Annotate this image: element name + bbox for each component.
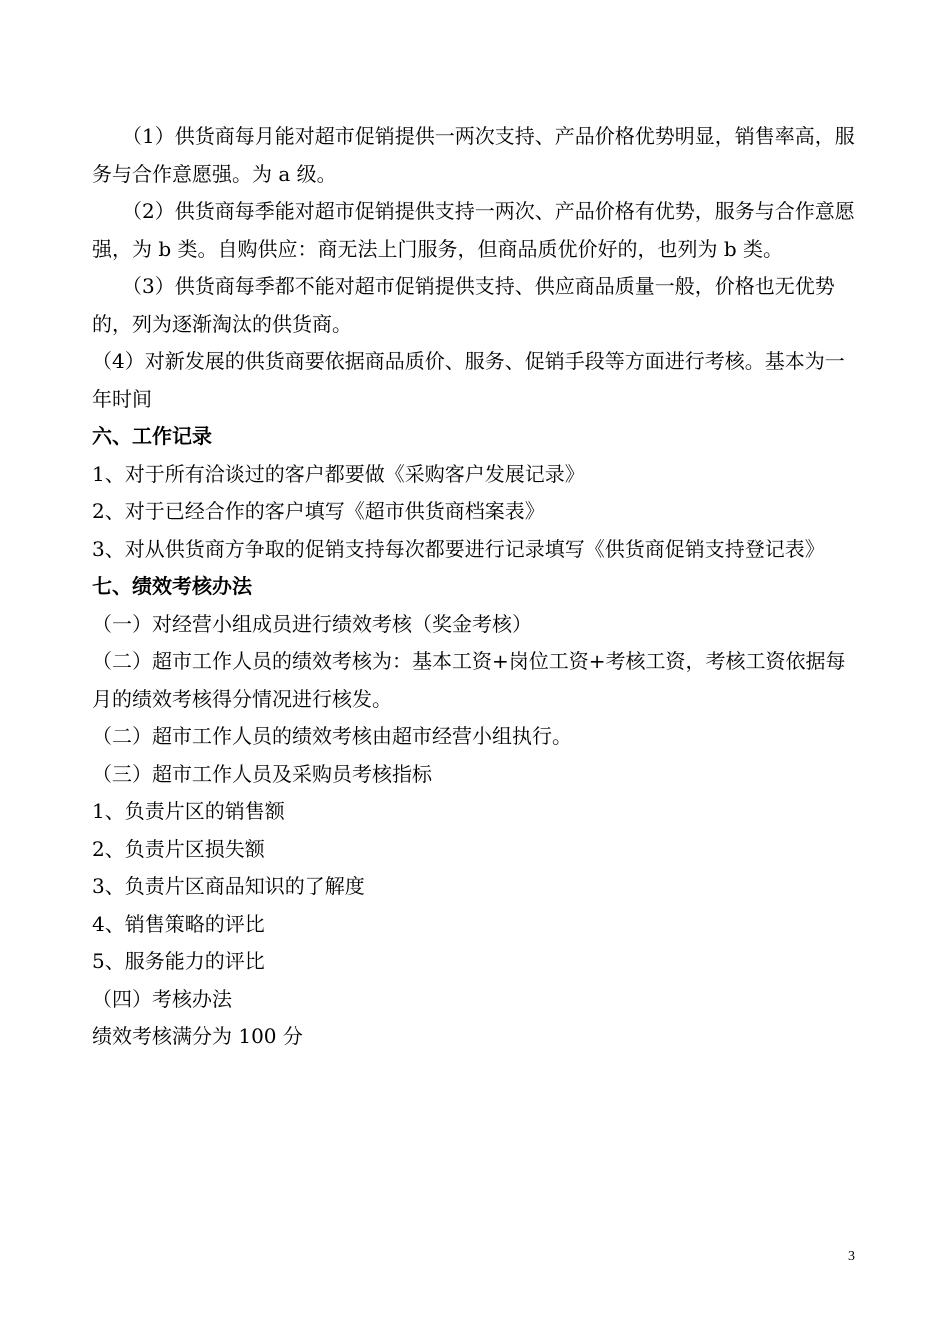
paragraph-review-item-4: （三）超市工作人员及采购员考核指标 xyxy=(92,761,432,786)
paragraph-new-supplier-review: （4）对新发展的供货商要依据商品质价、服务、促销手段等方面进行考核。基本为一年时间 xyxy=(92,349,845,411)
list-item-metric-5: 5、服务能力的评比 xyxy=(92,949,265,973)
section-heading-performance-review: 七、绩效考核办法 xyxy=(92,574,252,598)
list-item-record-2: 2、对于已经合作的客户填写《超市供货商档案表》 xyxy=(92,499,545,523)
list-item-metric-1: 1、负责片区的销售额 xyxy=(92,799,285,823)
paragraph-review-item-3: （二）超市工作人员的绩效考核由超市经营小组执行。 xyxy=(92,724,572,748)
paragraph-supplier-level-b: （2）供货商每季能对超市促销提供支持一两次、产品价格有优势，服务与合作意愿强，为 b 类。自购供应：商无法上门服务，但商品质优价好的，也列为 b 类。 xyxy=(92,199,855,261)
paragraph-supplier-level-a: （1）供货商每月能对超市促销提供一两次支持、产品价格优势明显，销售率高，服务与合作意愿强。为 a 级。 xyxy=(92,124,855,186)
list-item-record-1: 1、对于所有洽谈过的客户都要做《采购客户发展记录》 xyxy=(92,461,585,486)
paragraph-review-method: （四）考核办法 xyxy=(92,986,232,1011)
list-item-metric-3: 3、负责片区商品知识的了解度 xyxy=(92,874,365,898)
paragraph-review-item-1: （一）对经营小组成员进行绩效考核（奖金考核） xyxy=(92,611,532,636)
section-heading-work-records: 六、工作记录 xyxy=(92,424,212,448)
list-item-metric-4: 4、销售策略的评比 xyxy=(92,911,265,936)
paragraph-supplier-eliminate: （3）供货商每季都不能对超市促销提供支持、供应商品质量一般，价格也无优势的，列为逐渐淘汰的供货商。 xyxy=(92,274,835,336)
page-number: 3 xyxy=(848,1249,855,1264)
list-item-metric-2: 2、负责片区损失额 xyxy=(92,836,265,861)
paragraph-full-score: 绩效考核满分为 100 分 xyxy=(92,1024,303,1048)
paragraph-review-item-2: （二）超市工作人员的绩效考核为：基本工资+岗位工资+考核工资，考核工资依据每月的绩效考核得分情况进行核发。 xyxy=(92,649,846,711)
list-item-record-3: 3、对从供货商方争取的促销支持每次都要进行记录填写《供货商促销支持登记表》 xyxy=(92,536,825,561)
document-body xyxy=(92,118,864,1056)
